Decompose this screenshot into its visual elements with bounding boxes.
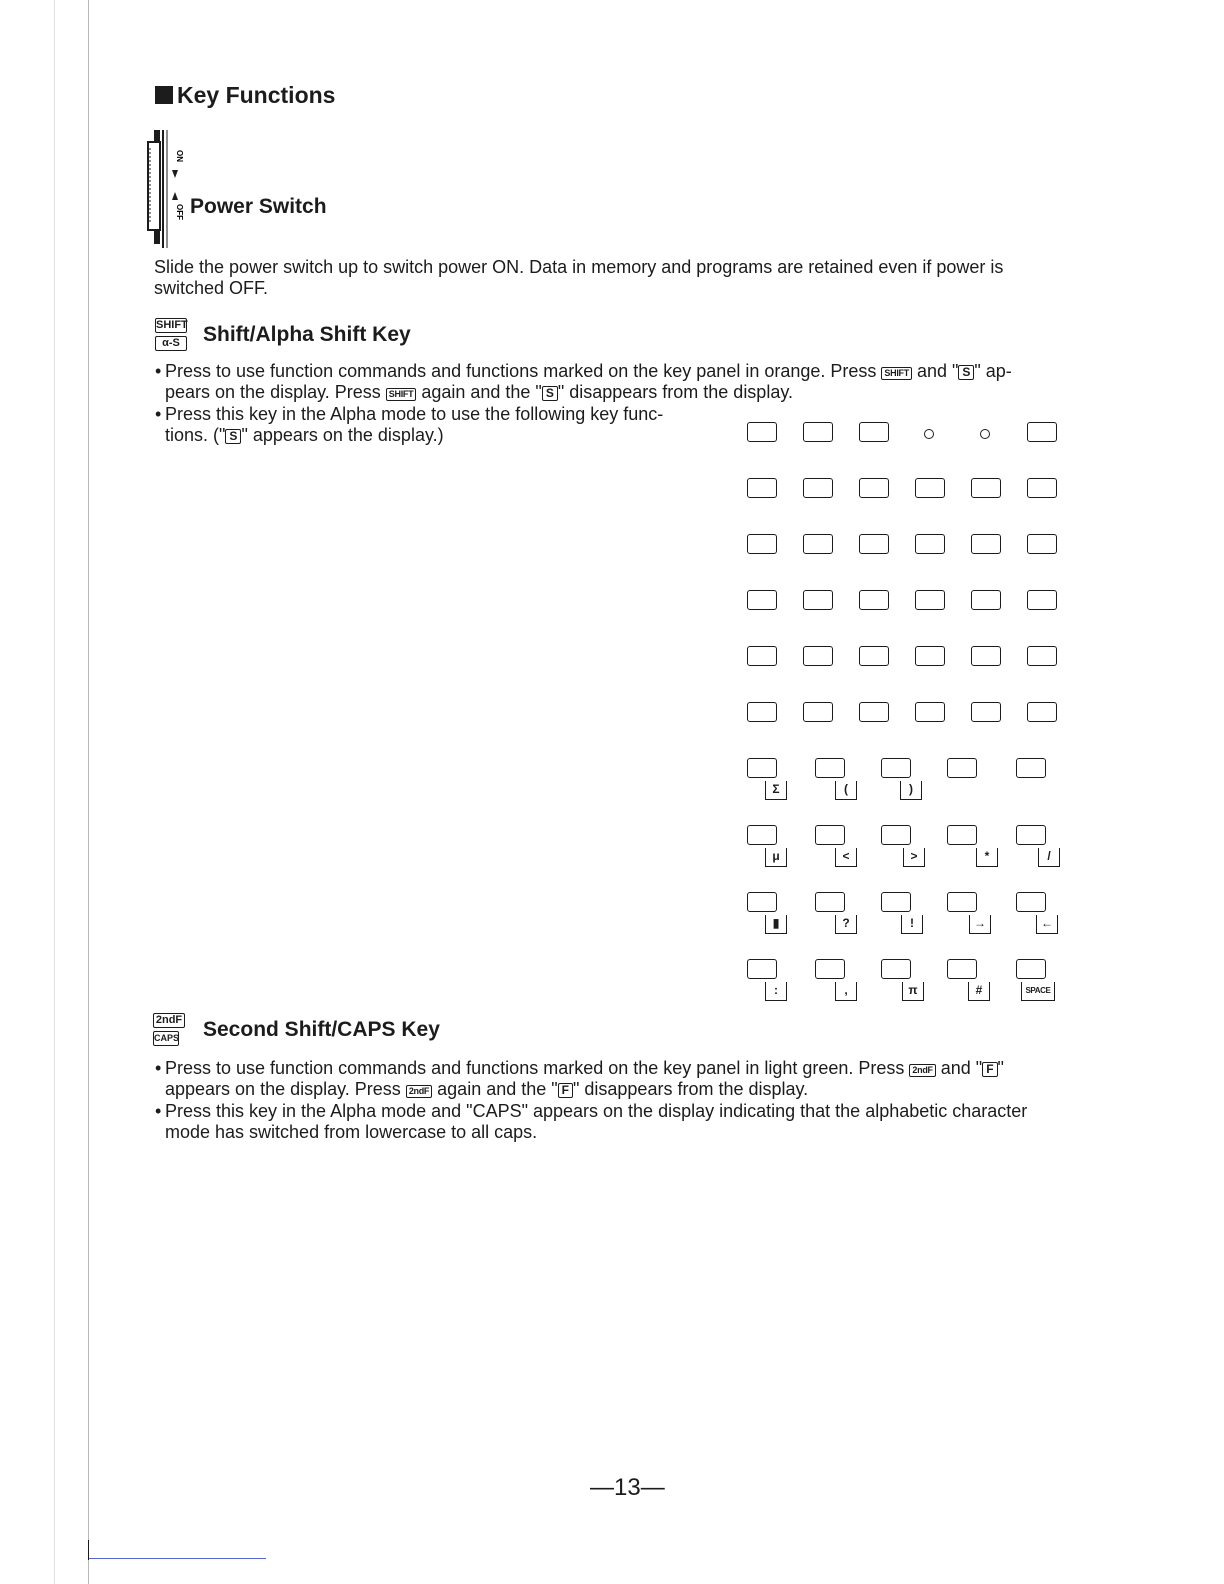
second-b1-e: again and the " bbox=[437, 1079, 558, 1099]
power-switch-icon bbox=[146, 128, 186, 250]
key-r3-c5 bbox=[971, 534, 1001, 554]
key-r7-c2 bbox=[815, 758, 845, 778]
shift-b1-cont bbox=[155, 382, 1115, 403]
section-title bbox=[155, 82, 335, 109]
bullet-dot: • bbox=[155, 361, 162, 381]
key-r9-c2 bbox=[815, 892, 845, 912]
key-r1-c1 bbox=[747, 422, 777, 442]
key-label-r9-1: ▮ bbox=[765, 915, 787, 934]
key-label-r8-2: < bbox=[835, 848, 857, 867]
key-r5-c6 bbox=[1027, 646, 1057, 666]
second-b1-cont bbox=[155, 1079, 1115, 1100]
s-indicator-icon: S bbox=[958, 365, 974, 380]
key-r3-c4 bbox=[915, 534, 945, 554]
key-r8-c2 bbox=[815, 825, 845, 845]
key-label-r10-2: , bbox=[835, 982, 857, 1001]
key-r7-c3 bbox=[881, 758, 911, 778]
key-r10-c2 bbox=[815, 959, 845, 979]
key-r9-c1 bbox=[747, 892, 777, 912]
key-r7-c5 bbox=[1016, 758, 1046, 778]
bullet-dot-4: • bbox=[155, 1101, 162, 1121]
bullet-dot-3: • bbox=[155, 1058, 162, 1078]
second-key-inline-icon-2: 2ndF bbox=[406, 1085, 432, 1098]
second-b1-a: Press to use function commands and functions marked on the key panel in light green. Press bbox=[165, 1058, 905, 1078]
key-label-r10-3: π bbox=[902, 982, 924, 1001]
second-key-inline-icon: 2ndF bbox=[909, 1064, 935, 1077]
bottom-tick bbox=[88, 1540, 89, 1560]
key-r2-c1 bbox=[747, 478, 777, 498]
key-label-r8-1: μ bbox=[765, 848, 787, 867]
key-r8-c5 bbox=[1016, 825, 1046, 845]
second-b1-d: appears on the display. Press bbox=[165, 1079, 401, 1099]
key-r6-c4 bbox=[915, 702, 945, 722]
second-key-top: 2ndF bbox=[153, 1013, 185, 1028]
key-label-r9-3: ! bbox=[901, 915, 923, 934]
shift-key-bottom: α-S bbox=[155, 336, 187, 351]
key-label-r7-3: ) bbox=[900, 781, 922, 800]
f-indicator-icon-2: F bbox=[558, 1083, 573, 1098]
key-r4-c6 bbox=[1027, 590, 1057, 610]
key-r3-c3 bbox=[859, 534, 889, 554]
second-b2-a: Press this key in the Alpha mode and "CAPS" appears on the display indicating that the alphabetic character bbox=[165, 1101, 1028, 1121]
f-indicator-icon: F bbox=[982, 1062, 997, 1077]
key-dot-r1-c5 bbox=[980, 429, 990, 439]
key-r6-c1 bbox=[747, 702, 777, 722]
key-r6-c3 bbox=[859, 702, 889, 722]
key-label-r8-3: > bbox=[903, 848, 925, 867]
shift-b1-d: pears on the display. Press bbox=[165, 382, 381, 402]
shift-title: Shift/Alpha Shift Key bbox=[203, 323, 411, 346]
second-key-icon bbox=[153, 1013, 189, 1049]
shift-key-inline-icon: SHIFT bbox=[881, 367, 912, 380]
power-switch-title: Power Switch bbox=[190, 195, 327, 218]
key-label-r10-1: : bbox=[765, 982, 787, 1001]
key-r4-c5 bbox=[971, 590, 1001, 610]
key-r3-c6 bbox=[1027, 534, 1057, 554]
key-r10-c1 bbox=[747, 959, 777, 979]
second-b1-c: " bbox=[997, 1058, 1004, 1078]
key-r9-c3 bbox=[881, 892, 911, 912]
key-r2-c4 bbox=[915, 478, 945, 498]
key-r4-c4 bbox=[915, 590, 945, 610]
key-label-r9-5: ← bbox=[1036, 915, 1058, 934]
page-margin-line bbox=[88, 0, 89, 1584]
switch-off-label: OFF bbox=[175, 204, 184, 220]
key-r2-c2 bbox=[803, 478, 833, 498]
key-r2-c5 bbox=[971, 478, 1001, 498]
key-r6-c6 bbox=[1027, 702, 1057, 722]
power-text-line1: Slide the power switch up to switch power ON. Data in memory and programs are retained even if power is bbox=[154, 257, 1004, 277]
key-r7-c1 bbox=[747, 758, 777, 778]
key-r10-c3 bbox=[881, 959, 911, 979]
square-bullet-icon bbox=[155, 86, 173, 104]
key-label-r10-5: SPACE bbox=[1021, 982, 1055, 1001]
second-b1-b: and " bbox=[940, 1058, 983, 1078]
bottom-rule bbox=[88, 1558, 266, 1559]
section-title-text: Key Functions bbox=[177, 82, 336, 108]
second-bullet-1 bbox=[155, 1058, 1115, 1100]
shift-b1-e: again and the " bbox=[421, 382, 542, 402]
key-r10-c5 bbox=[1016, 959, 1046, 979]
shift-b2-c: " appears on the display.) bbox=[241, 425, 444, 445]
key-label-r9-4: → bbox=[969, 915, 991, 934]
key-r2-c6 bbox=[1027, 478, 1057, 498]
key-r9-c4 bbox=[947, 892, 977, 912]
switch-on-label: ON bbox=[175, 150, 184, 162]
key-r2-c3 bbox=[859, 478, 889, 498]
s-indicator-icon-3: S bbox=[225, 429, 241, 444]
key-r6-c5 bbox=[971, 702, 1001, 722]
s-indicator-icon-2: S bbox=[542, 386, 558, 401]
key-r5-c2 bbox=[803, 646, 833, 666]
page-number: —13— bbox=[590, 1474, 665, 1501]
shift-bullet-1 bbox=[155, 361, 1115, 403]
key-label-r10-4: # bbox=[968, 982, 990, 1001]
shift-key-top: SHIFT bbox=[156, 319, 188, 331]
key-r5-c4 bbox=[915, 646, 945, 666]
key-label-r7-2: ( bbox=[835, 781, 857, 800]
second-b1-g: " disappears from the display. bbox=[573, 1079, 809, 1099]
key-r8-c1 bbox=[747, 825, 777, 845]
key-dot-r1-c4 bbox=[924, 429, 934, 439]
key-r1-c2 bbox=[803, 422, 833, 442]
shift-b2-a: Press this key in the Alpha mode to use the following key func- bbox=[165, 404, 664, 424]
second-key-bottom: CAPS bbox=[153, 1031, 179, 1046]
shift-b1-f: " disappears from the display. bbox=[557, 382, 793, 402]
key-r4-c2 bbox=[803, 590, 833, 610]
key-label-r7-1: Σ bbox=[765, 781, 787, 800]
key-r5-c3 bbox=[859, 646, 889, 666]
key-label-r8-5: / bbox=[1038, 848, 1060, 867]
key-label-r9-2: ? bbox=[835, 915, 857, 934]
second-b2-b: mode has switched from lowercase to all caps. bbox=[165, 1122, 538, 1142]
key-r5-c5 bbox=[971, 646, 1001, 666]
key-r8-c4 bbox=[947, 825, 977, 845]
page-margin-faint bbox=[54, 0, 55, 1584]
shift-b1-b: and " bbox=[916, 361, 959, 381]
second-b2-cont bbox=[155, 1122, 1115, 1143]
shift-key-icon bbox=[155, 318, 191, 354]
shift-b1-c: " ap- bbox=[974, 361, 1012, 381]
key-r6-c2 bbox=[803, 702, 833, 722]
power-text-line2: switched OFF. bbox=[154, 278, 269, 298]
key-r1-c3 bbox=[859, 422, 889, 442]
bullet-dot-2: • bbox=[155, 404, 162, 424]
second-title: Second Shift/CAPS Key bbox=[203, 1018, 440, 1041]
key-r9-c5 bbox=[1016, 892, 1046, 912]
second-bullet-2 bbox=[155, 1101, 1115, 1143]
shift-b1-a: Press to use function commands and functions marked on the key panel in orange. Press bbox=[165, 361, 877, 381]
key-r8-c3 bbox=[881, 825, 911, 845]
key-r1-c6 bbox=[1027, 422, 1057, 442]
key-r3-c1 bbox=[747, 534, 777, 554]
key-r4-c1 bbox=[747, 590, 777, 610]
key-r4-c3 bbox=[859, 590, 889, 610]
key-r10-c4 bbox=[947, 959, 977, 979]
shift-b2-b: tions. (" bbox=[165, 425, 226, 445]
key-r7-c4 bbox=[947, 758, 977, 778]
shift-key-inline-icon-2: SHIFT bbox=[386, 388, 417, 401]
shift-b2-cont bbox=[155, 425, 715, 446]
shift-bullet-2 bbox=[155, 404, 715, 446]
key-r5-c1 bbox=[747, 646, 777, 666]
key-label-r8-4: * bbox=[976, 848, 998, 867]
key-r3-c2 bbox=[803, 534, 833, 554]
